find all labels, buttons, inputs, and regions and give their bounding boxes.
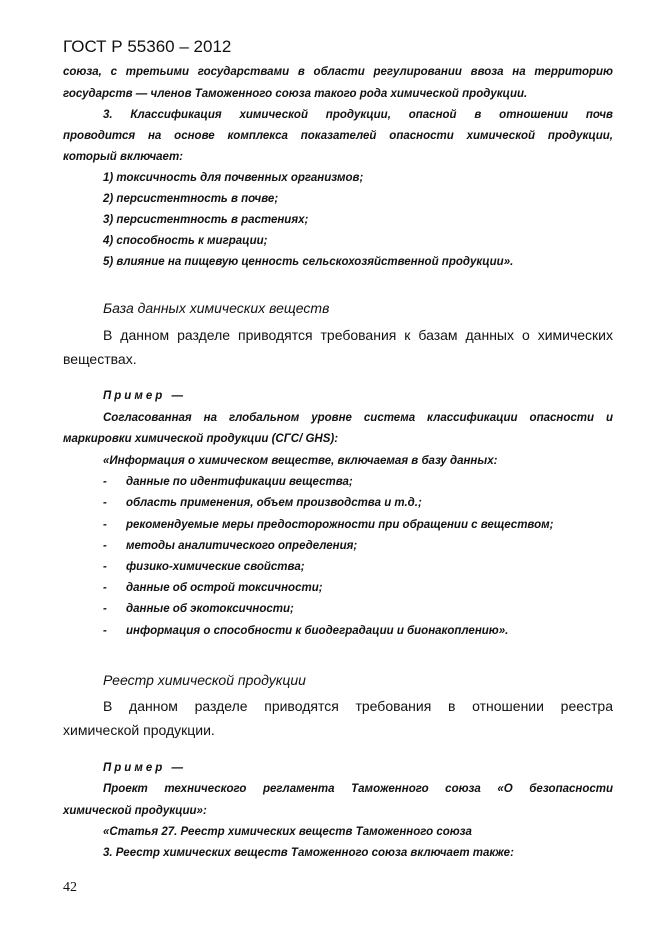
list-dash: -	[103, 497, 107, 509]
list-item: данные об острой токсичности;	[126, 582, 323, 594]
list-item: 4) способность к миграции;	[103, 235, 268, 247]
example-label: Пример —	[103, 390, 186, 402]
list-item: методы аналитического определения;	[126, 540, 358, 552]
list-item: рекомендуемые меры предосторожности при обращении с веществом;	[126, 519, 554, 531]
paragraph-line: веществах.	[63, 351, 137, 367]
paragraph-line: который включает:	[63, 151, 184, 163]
list-item: 1) токсичность для почвенных организмов;	[103, 172, 364, 184]
paragraph-line: 3. Классификация химической продукции, опасной в отношении почв	[103, 109, 613, 121]
section-heading: Реестр химической продукции	[103, 672, 306, 688]
list-dash: -	[103, 519, 107, 531]
list-dash: -	[103, 603, 107, 615]
list-dash: -	[103, 561, 107, 573]
paragraph-line: проводится на основе комплекса показателей опасности химической продукции,	[63, 130, 613, 142]
paragraph-line: Проект технического регламента Таможенного союза «О безопасности	[103, 783, 613, 795]
list-item: 3) персистентность в растениях;	[103, 214, 309, 226]
list-item: область применения, объем производства и т.д.;	[126, 497, 422, 509]
list-item: информация о способности к биодеградации и бионакоплению».	[126, 625, 509, 637]
list-item: данные об экотоксичности;	[126, 603, 294, 615]
paragraph-line: 3. Реестр химических веществ Таможенного союза включает также:	[103, 847, 514, 859]
paragraph-line: «Информация о химическом веществе, включаемая в базу данных:	[103, 455, 498, 467]
paragraph-line: химической продукции»:	[63, 805, 207, 817]
paragraph-line: В данном разделе приводятся требования в отношении реестра	[103, 698, 613, 714]
paragraph-line: государств — членов Таможенного союза такого рода химической продукции.	[63, 88, 528, 100]
list-item: 5) влияние на пищевую ценность сельскохозяйственной продукции».	[103, 256, 514, 268]
paragraph-line: В данном разделе приводятся требования к базам данных о химических	[103, 327, 613, 343]
list-dash: -	[103, 625, 107, 637]
paragraph-line: союза, с третьими государствами в области регулировании ввоза на территорию	[63, 66, 613, 78]
paragraph-line: химической продукции.	[63, 722, 215, 738]
list-item: 2) персистентность в почве;	[103, 193, 279, 205]
list-dash: -	[103, 582, 107, 594]
list-item: физико-химические свойства;	[126, 561, 305, 573]
list-item: данные по идентификации вещества;	[126, 476, 353, 488]
paragraph-line: «Статья 27. Реестр химических веществ Таможенного союза	[103, 826, 472, 838]
page-header-title: ГОСТ Р 55360 – 2012	[63, 37, 232, 56]
section-heading: База данных химических веществ	[103, 300, 330, 316]
paragraph-line: маркировки химической продукции (СГС/ GHS):	[63, 433, 339, 445]
paragraph-line: Согласованная на глобальном уровне система классификации опасности и	[103, 412, 613, 424]
example-label: Пример —	[103, 762, 186, 774]
page-number: 42	[63, 880, 77, 895]
list-dash: -	[103, 540, 107, 552]
list-dash: -	[103, 476, 107, 488]
